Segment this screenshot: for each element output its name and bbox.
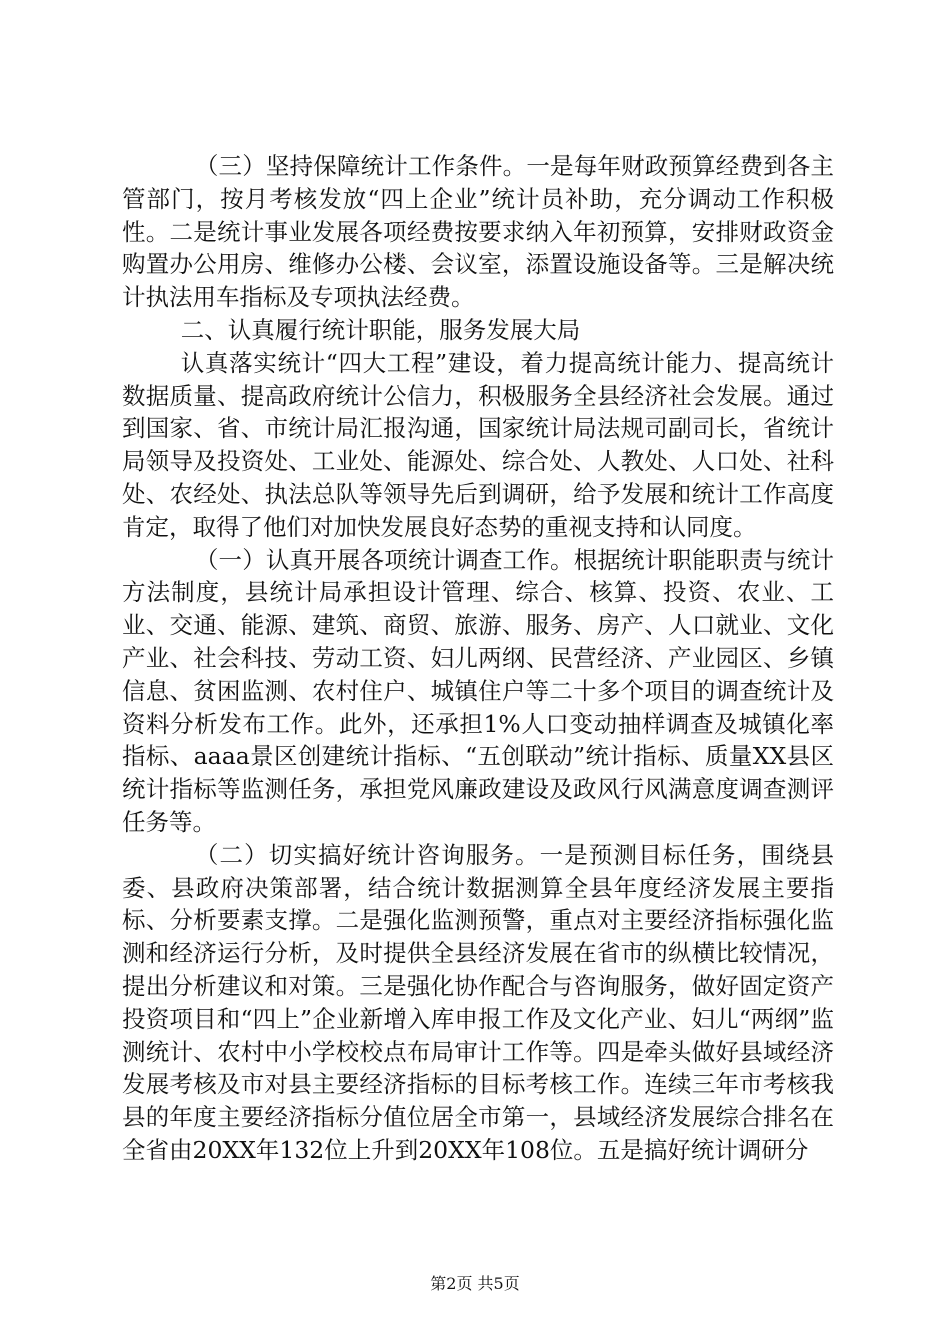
paragraph-consulting-service: （二）切实搞好统计咨询服务。一是预测目标任务，围绕县委、县政府决策部署，结合统计数据测算全县年度经济发展主要指标、分析要素支撑。二是强化监测预警，重点对主要经济指标强化监测和经济运行分析，及时提供全县经济发展在省市的纵横比较情况，提出分析建议和对策。三是强化协作配合与咨询服务，做好固定资产投资项目和“四上”企业新增入库申报工作及文化产业、妇儿“两纲”监测统计、农村中小学校校点布局审计工作等。四是牵头做好县域经济发展考核及市对县主要经济指标的目标考核工作。连续三年市考核我县的年度主要经济指标分值位居全市第一，县域经济发展综合排名在全省由20XX年132位上升到20XX年108位。五是搞好统计调研分 bbox=[122, 840, 834, 1164]
page-footer bbox=[0, 1274, 950, 1294]
page-number-label: 第2页 共5页 bbox=[430, 1274, 520, 1293]
paragraph-guarantee-conditions: （三）坚持保障统计工作条件。一是每年财政预算经费到各主管部门，按月考核发放“四上企业”统计员补助，充分调动工作积极性。二是统计事业发展各项经费按要求纳入年初预算，安排财政资金购置办公用房、维修办公楼、会议室，添置设施设备等。三是解决统计执法用车指标及专项执法经费。 bbox=[122, 152, 834, 312]
section-heading-statistical-duties: 二、认真履行统计职能，服务发展大局 bbox=[180, 315, 581, 344]
document-body bbox=[122, 150, 834, 1167]
paragraph-survey-work: （一）认真开展各项统计调查工作。根据统计职能职责与统计方法制度，县统计局承担设计管理、综合、核算、投资、农业、工业、交通、能源、建筑、商贸、旅游、服务、房产、人口就业、文化产业、社会科技、劳动工资、妇儿两纲、民营经济、产业园区、乡镇信息、贫困监测、农村住户、城镇住户等二十多个项目的调查统计及资料分析发布工作。此外，还承担1%人口变动抽样调查及城镇化率指标、aaaa景区创建统计指标、“五创联动”统计指标、质量XX县区统计指标等监测任务，承担党风廉政建设及政风行风满意度调查测评任务等。 bbox=[122, 545, 834, 836]
paragraph-four-projects: 认真落实统计“四大工程”建设，着力提高统计能力、提高统计数据质量、提高政府统计公信力，积极服务全县经济社会发展。通过到国家、省、市统计局汇报沟通，国家统计局法规司副司长，省统计局领导及投资处、工业处、能源处、综合处、人教处、人口处、社科处、农经处、执法总队等领导先后到调研，给予发展和统计工作高度肯定，取得了他们对加快发展良好态势的重视支持和认同度。 bbox=[122, 348, 834, 541]
